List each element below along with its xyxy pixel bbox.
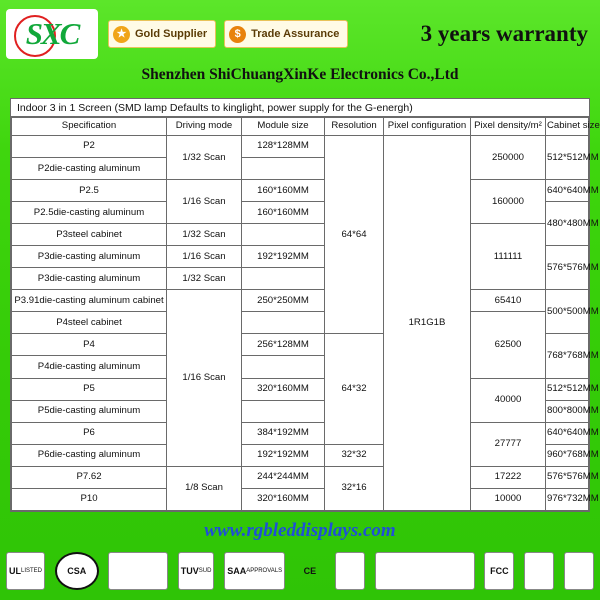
cell-module-size: 384*192MM	[242, 422, 325, 444]
gold-supplier-badge[interactable]	[108, 20, 216, 48]
th-driving-mode: Driving mode	[167, 118, 242, 136]
ccc-mark: CCC	[564, 552, 594, 590]
saa-approvals-mark: SAA APPROVALS	[224, 552, 285, 590]
logo-text: SXC	[25, 16, 79, 51]
cell-specification: P3.91die-casting aluminum cabinet	[12, 290, 167, 312]
cell-specification: P6	[12, 422, 167, 444]
th-module-size: Module size	[242, 118, 325, 136]
page-header	[0, 0, 600, 64]
cell-specification: P3die-casting aluminum	[12, 246, 167, 268]
certification-strip	[6, 546, 594, 596]
cell-cabinet-size: 640*640MM	[546, 422, 589, 444]
trade-assurance-label: Trade Assurance	[251, 28, 340, 40]
table-title: Indoor 3 in 1 Screen (SMD lamp Defaults to kinglight, power supply for the G-energh)	[11, 99, 589, 117]
cell-resolution: 64*32	[325, 334, 384, 444]
shield-icon: $	[229, 26, 246, 43]
th-resolution: Resolution	[325, 118, 384, 136]
company-logo	[6, 9, 98, 59]
cell-cabinet-size: 576*576MM	[546, 246, 589, 290]
csa-mark: CSA	[55, 552, 99, 590]
tuv-sud-mark: TUV SUD	[178, 552, 215, 590]
cell-cabinet-size: 640*640MM	[546, 180, 589, 202]
table-row	[12, 180, 589, 202]
table-header-row	[12, 118, 589, 136]
table-row	[12, 488, 589, 510]
table-row	[12, 312, 589, 334]
cell-module-size: 320*160MM	[242, 488, 325, 510]
iso-mark: ISO	[524, 552, 554, 590]
cell-driving-mode: 1/32 Scan	[167, 136, 242, 180]
cell-pixel-configuration: 1R1G1B	[384, 136, 471, 511]
cell-module-size: 256*128MM	[242, 334, 325, 356]
table-row	[12, 422, 589, 444]
cell-specification: P4steel cabinet	[12, 312, 167, 334]
cell-pixel-density: 160000	[471, 180, 546, 224]
cell-module-size	[242, 268, 325, 290]
cell-pixel-density: 40000	[471, 378, 546, 422]
cell-pixel-density: 65410	[471, 290, 546, 312]
th-pixel-density: Pixel density/m²	[471, 118, 546, 136]
rohs-mark: RoHS	[335, 552, 366, 590]
cell-module-size	[242, 312, 325, 334]
energy-star-mark: ENERGY STAR	[108, 552, 168, 590]
warranty-text: 3 years warranty	[420, 21, 588, 46]
cell-module-size: 192*192MM	[242, 246, 325, 268]
website-url[interactable]: www.rgbleddisplays.com	[204, 520, 396, 541]
cell-pixel-density: 17222	[471, 466, 546, 488]
cell-cabinet-size: 576*576MM	[546, 466, 589, 488]
cell-resolution: 64*64	[325, 136, 384, 334]
table-row	[12, 466, 589, 488]
cell-specification: P3die-casting aluminum	[12, 268, 167, 290]
cell-module-size: 320*160MM	[242, 378, 325, 400]
company-name: Shenzhen ShiChuangXinKe Electronics Co.,Ltd	[141, 66, 459, 83]
spec-table	[11, 117, 600, 511]
cell-specification: P4	[12, 334, 167, 356]
cell-specification: P5	[12, 378, 167, 400]
cell-driving-mode: 1/16 Scan	[167, 180, 242, 224]
cell-cabinet-size: 500*500MM	[546, 290, 589, 334]
cell-pixel-density: 10000	[471, 488, 546, 510]
cell-specification: P2.5	[12, 180, 167, 202]
cell-module-size	[242, 356, 325, 378]
cell-cabinet-size: 976*732MM	[546, 488, 589, 510]
cell-driving-mode: 1/16 Scan	[167, 246, 242, 268]
cell-specification: P3steel cabinet	[12, 224, 167, 246]
cell-pixel-density: 250000	[471, 136, 546, 180]
cell-driving-mode: 1/8 Scan	[167, 466, 242, 510]
compatible-with-mark: Compatible with Windows	[375, 552, 475, 590]
cell-module-size: 160*160MM	[242, 180, 325, 202]
ce-mark: CE	[303, 565, 317, 576]
cell-module-size	[242, 158, 325, 180]
table-body	[12, 136, 599, 511]
cell-driving-mode: 1/32 Scan	[167, 268, 242, 290]
cell-resolution: 32*16	[325, 466, 384, 510]
cell-specification: P10	[12, 488, 167, 510]
spec-table-card	[10, 98, 600, 512]
th-specification: Specification	[12, 118, 167, 136]
cell-specification: P5die-casting aluminum	[12, 400, 167, 422]
cell-specification: P2.5die-casting aluminum	[12, 202, 167, 224]
cell-module-size	[242, 400, 325, 422]
table-row	[12, 224, 589, 246]
cell-cabinet-size: 800*800MM	[546, 400, 589, 422]
cell-module-size: 192*192MM	[242, 444, 325, 466]
th-cabinet-size: Cabinet size	[546, 118, 589, 136]
cell-pixel-density: 27777	[471, 422, 546, 466]
ul-listed-mark: UL LISTED	[6, 552, 45, 590]
cell-cabinet-size: 960*768MM	[546, 444, 589, 466]
gold-supplier-label: Gold Supplier	[135, 28, 208, 40]
cell-specification: P4die-casting aluminum	[12, 356, 167, 378]
cell-module-size: 244*244MM	[242, 466, 325, 488]
trade-assurance-badge[interactable]	[224, 20, 348, 48]
cell-resolution: 32*32	[325, 444, 384, 466]
cell-specification: P7.62	[12, 466, 167, 488]
cell-cabinet-size: 512*512MM	[546, 136, 589, 180]
cell-driving-mode: 1/16 Scan	[167, 290, 242, 466]
cell-driving-mode: 1/32 Scan	[167, 224, 242, 246]
fcc-mark: FCC	[484, 552, 514, 590]
cell-module-size	[242, 224, 325, 246]
table-row	[12, 136, 589, 158]
th-pixel-configuration: Pixel configuration	[384, 118, 471, 136]
cell-specification: P2	[12, 136, 167, 158]
cell-cabinet-size: 480*480MM	[546, 202, 589, 246]
cell-specification: P2die-casting aluminum	[12, 158, 167, 180]
medal-icon: ★	[113, 26, 130, 43]
cell-module-size: 250*250MM	[242, 290, 325, 312]
cell-pixel-density: 111111	[471, 224, 546, 290]
cell-module-size: 160*160MM	[242, 202, 325, 224]
cell-module-size: 128*128MM	[242, 136, 325, 158]
cell-cabinet-size: 512*512MM	[546, 378, 589, 400]
cell-pixel-density: 62500	[471, 312, 546, 378]
cell-cabinet-size: 768*768MM	[546, 334, 589, 378]
table-row	[12, 290, 589, 312]
table-row	[12, 378, 589, 400]
cell-specification: P6die-casting aluminum	[12, 444, 167, 466]
